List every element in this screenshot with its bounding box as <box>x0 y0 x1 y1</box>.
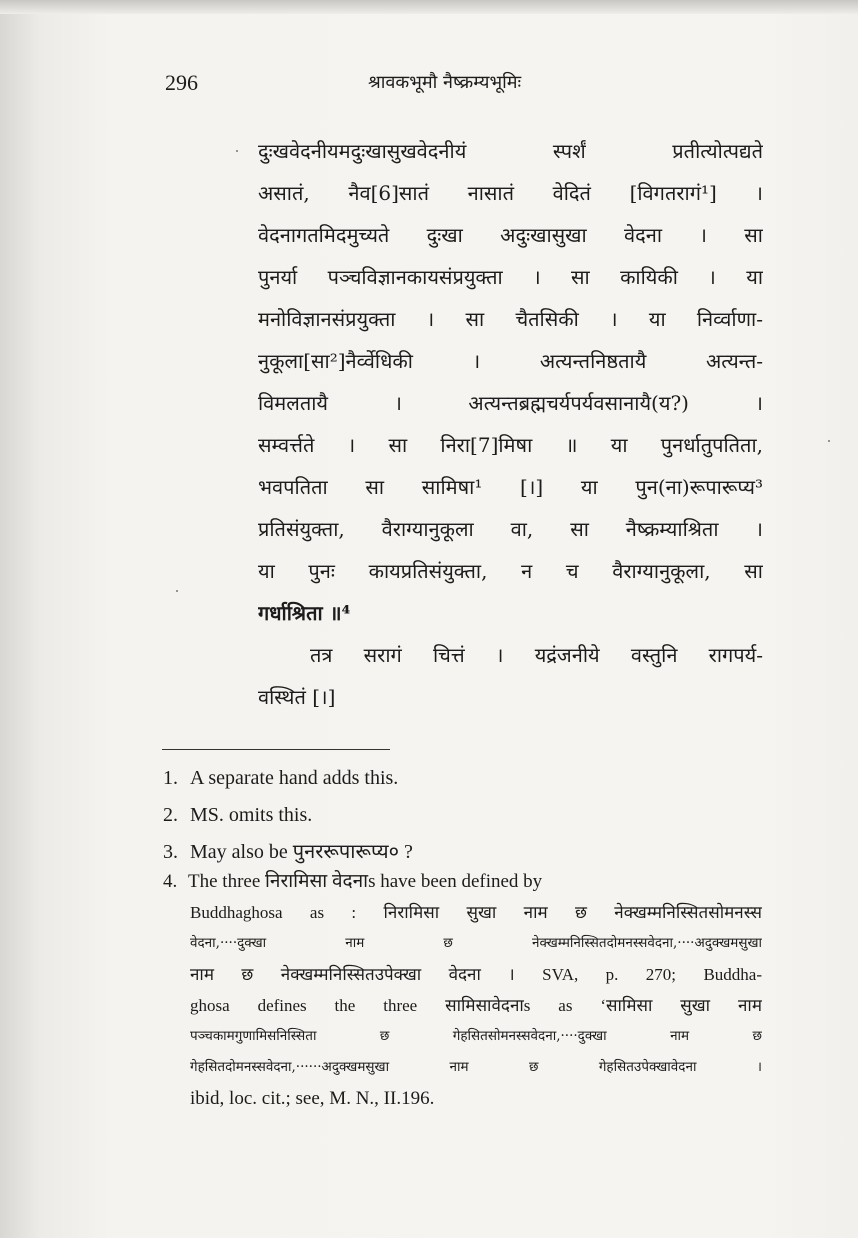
text-line: मनोविज्ञानसंप्रयुक्ता । सा चैतसिकी । या निर्व्वाणा- <box>258 307 763 331</box>
footnote-line: ibid, loc. cit.; see, M. N., II.196. <box>190 1088 435 1109</box>
footnote-line: ghosa defines the three सामिसावेदनाs as ‘सामिसा सुखा नाम <box>190 996 762 1015</box>
text-line: या पुनः कायप्रतिसंयुक्ता, न च वैराग्यानुकूला, सा <box>258 559 763 583</box>
footnote-line: पञ्चकामगुणामिसनिस्सिता छ गेहसितसोमनस्सवेदना,····दुक्खा नाम छ <box>190 1028 762 1044</box>
footnote-number: 2. <box>163 804 178 826</box>
text-line: असातं, नैव[6]सातं नासातं वेदितं [विगतरागं¹] । <box>258 181 763 205</box>
footnote <box>163 760 763 797</box>
page-number: 296 <box>165 70 198 95</box>
scan-speck <box>176 590 178 592</box>
text-line: तत्र सरागं चित्तं । यद्रंजनीये वस्तुनि रागपर्य- <box>310 643 763 667</box>
text-line: सम्वर्त्तते । सा निरा[7]मिषा ॥ या पुनर्धातुपतिता, <box>258 433 763 457</box>
footnote-line: नाम छ नेक्खम्मनिस्सितउपेक्खा वेदना । SVA, p. 270; Buddha- <box>190 965 762 984</box>
text-line: पुनर्या पञ्चविज्ञानकायसंप्रयुक्ता । सा कायिकी । या <box>258 265 763 289</box>
footnote-separator <box>162 749 390 750</box>
footnote-number: 1. <box>163 767 178 789</box>
text-line: प्रतिसंयुक्ता, वैराग्यानुकूला वा, सा नैष्क्रम्याश्रिता । <box>258 517 763 541</box>
footnote-line: Buddhaghosa as : निरामिसा सुखा नाम छ नेक्खम्मनिस्सितसोमनस्स <box>190 903 762 922</box>
footnote-text: MS. omits this. <box>190 804 313 826</box>
running-title: श्रावकभूमौ नैष्क्रम्यभूमिः <box>368 72 522 93</box>
footnote-text: A separate hand adds this. <box>190 767 399 789</box>
text-line: दुःखवेदनीयमदुःखासुखवेदनीयं स्पर्शं प्रतीत्योत्पद्यते <box>258 139 763 163</box>
footnote-number: 4. <box>163 871 178 892</box>
scan-speck <box>828 440 830 442</box>
scan-speck <box>236 150 238 152</box>
text-line: विमलतायै । अत्यन्तब्रह्मचर्यपर्यवसानायै(य?) । <box>258 391 763 415</box>
footnote-number: 3. <box>163 841 178 863</box>
footnote-text: The three निरामिसा वेदनाs have been defined by <box>188 871 543 892</box>
main-text-block <box>258 130 763 718</box>
text-line: भवपतिता सा सामिषा¹ [।] या पुन(ना)रूपारूप्य³ <box>258 475 763 499</box>
page-top-edge <box>0 0 858 14</box>
text-line: गर्धाश्रिता ॥⁴ <box>258 601 351 625</box>
footnote-line: गेहसितदोमनस्सवेदना,······अदुक्खमसुखा नाम छ गेहसितउपेक्खावेदना । <box>190 1059 762 1075</box>
footnote-line: वेदना,····दुक्खा नाम छ नेक्खम्मनिस्सितदोमनस्सवेदना,····अदुक्खमसुखा <box>190 935 762 951</box>
footnote-4-continuation <box>190 897 762 1114</box>
footnotes <box>163 760 763 871</box>
text-line: नुकूला[सा²]नैर्व्वेधिकी । अत्यन्तनिष्ठतायै अत्यन्त- <box>258 349 763 373</box>
footnote-text: May also be पुनररूपारूप्य० ? <box>190 841 413 863</box>
text-line: वस्थितं [।] <box>258 685 336 709</box>
footnote <box>163 797 763 834</box>
footnote <box>163 866 542 897</box>
text-line: वेदनागतमिदमुच्यते दुःखा अदुःखासुखा वेदना । सा <box>258 223 763 247</box>
